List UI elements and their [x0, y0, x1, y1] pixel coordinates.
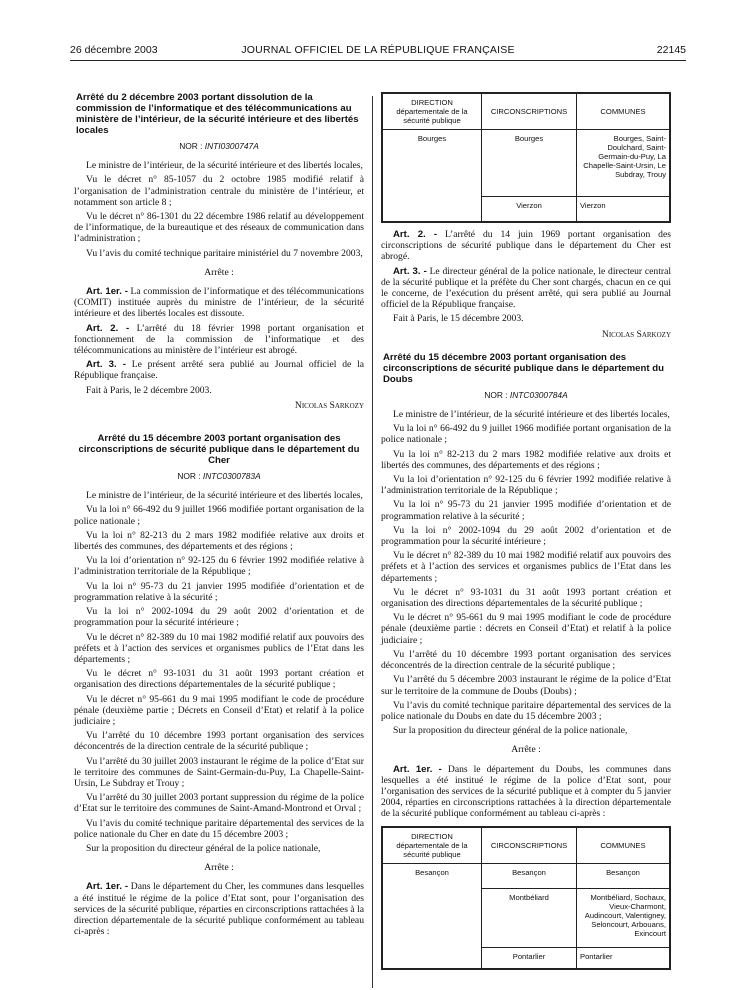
article — [74, 881, 364, 937]
arrete-label: Arrête : — [511, 744, 541, 756]
arrete-3-nor — [381, 390, 671, 401]
arrete-1-title: Arrêté du 2 décembre 2003 portant dissolution de la commission de l’informatique et des télécommunications au ministère de l’intérieur, de la sécurité intérieure et des libertés locales — [76, 92, 359, 136]
paragraph: Le ministre de l’intérieur, de la sécurité intérieure et des libertés locales, — [86, 490, 363, 502]
done-at: Fait à Paris, le 2 décembre 2003. — [86, 384, 212, 396]
arrete-label: Arrête : — [204, 266, 234, 278]
doubs-circonscriptions-table — [381, 826, 671, 970]
paragraph: Vu l’avis du comité technique paritaire ministériel du 7 novembre 2003, — [86, 247, 363, 259]
paragraph: Le ministre de l’intérieur, de la sécurité intérieure et des libertés locales, — [86, 160, 363, 172]
arrete-1-nor — [74, 141, 364, 152]
article-label: Art. 3. - — [393, 265, 427, 277]
paragraph: Vu l’arrêté du 30 juillet 2003 portant suppression du régime de la police d’Etat sur le territoire des communes de Saint-Amand-Montrond et Orval ; — [74, 792, 364, 815]
paragraph: Vu le décret n° 85-1057 du 2 octobre 1985 modifié relatif à l’organisation de l’administration centrale du ministère de l’intérieur, et notamment son article 8 ; — [74, 174, 364, 208]
paragraph: Vu la loi d’orientation n° 92-125 du 6 février 1992 modifiée relative à l’administration territoriale de la République ; — [381, 474, 671, 497]
signature: Nicolas Sarkozy — [601, 328, 671, 340]
article-text: Dans le département du Cher, les communes dans lesquelles a été institué le régime de la police d’Etat sont, pour l’organisation des services de la sécurité publique, réparties en circonscriptions rattachées à la direction départementale de la sécurité publique conformément au tableau ci-après : — [74, 881, 364, 938]
table-cell: Pontarlier — [577, 947, 671, 969]
article-label: Art. 1er. - — [86, 286, 128, 298]
table-header-cell: COMMUNES — [577, 827, 671, 864]
left-column — [74, 92, 364, 940]
paragraph: Vu la loi n° 2002-1094 du 29 août 2002 d’orientation et de programmation pour la sécurité intérieure ; — [74, 606, 364, 629]
article-text: L’arrêté du 14 juin 1969 portant organisation des circonscriptions de sécurité publique dans le département du Cher est abrogé. — [381, 229, 671, 263]
article-text: Dans le département du Doubs, les communes dans lesquelles a été institué le régime de la police d’Etat sont, pour l’organisation des services de la sécurité publique et à compter du 5 janvier 2004, réparties en circonscriptions rattachées à la direction départementale de la sécurité publique conformément au tableau ci-après : — [381, 763, 672, 820]
done-at: Fait à Paris, le 15 décembre 2003. — [393, 313, 524, 325]
paragraph: Vu l’arrêté du 10 décembre 1993 portant organisation des services déconcentrés de la direction centrale de la sécurité publique ; — [74, 730, 364, 753]
article-text: La commission de l’informatique et des télécommunications (COMIT) instituée auprès du ministre de l’intérieur, de la sécurité intérieure et des libertés locales est dissoute. — [74, 286, 364, 320]
nor-code: INTC0300784A — [509, 389, 568, 400]
table-cell: Pontarlier — [482, 947, 577, 969]
table-cell: Besançon — [482, 863, 577, 888]
table-cell — [382, 947, 482, 969]
nor-label: NOR : — [179, 141, 203, 151]
table-row — [382, 130, 670, 197]
paragraph: Vu le décret n° 86-1301 du 22 décembre 1986 relatif au développement de l’informatique, de la bureautique et des réseaux de communication dans l’administration ; — [74, 211, 364, 245]
table-header-cell: COMMUNES — [577, 93, 671, 130]
nor-code: INTI0300747A — [204, 141, 259, 151]
table-cell: Besançon — [382, 863, 482, 888]
article-text: L’arrêté du 18 février 1998 portant organisation et fonctionnement de la commission de l’informatique et des télécommunications au ministère de l’intérieur est abrogé. — [74, 322, 364, 357]
page-header — [70, 44, 686, 58]
paragraph: Vu la loi d’orientation n° 92-125 du 6 février 1992 modifiée relative à l’administration territoriale de la République ; — [74, 555, 364, 578]
paragraph: Vu l’arrêté du 5 décembre 2003 instaurant le régime de la police d’Etat sur le territoire de la commune de Doubs (Doubs) ; — [381, 674, 671, 697]
arrete-2-title: Arrêté du 15 décembre 2003 portant organisation des circonscriptions de sécurité publique dans le département du Cher — [78, 433, 360, 467]
arrete-label: Arrête : — [204, 862, 234, 874]
paragraph: Vu la loi n° 82-213 du 2 mars 1982 modifiée relative aux droits et libertés des communes, des départements et des régions ; — [74, 529, 364, 553]
paragraph: Sur la proposition du directeur général de la police nationale, — [393, 725, 628, 737]
header-rule — [70, 60, 686, 61]
paragraph: Vu la loi n° 66-492 du 9 juillet 1966 modifiée portant organisation de la police nationale ; — [74, 504, 364, 527]
table-row — [382, 888, 670, 947]
paragraph: Vu l’avis du comité technique paritaire départemental des services de la police nationale du Cher en date du 15 décembre 2003 ; — [74, 817, 364, 840]
nor-label: NOR : — [484, 389, 508, 400]
paragraph: Vu le décret n° 95-661 du 9 mai 1995 modifiant le code de procédure pénale (deuxième partie ; Décrets en Conseil d’Etat) et relatif à la police judiciaire ; — [74, 693, 364, 727]
column-divider — [372, 96, 373, 988]
table-cell: Besançon — [577, 863, 671, 888]
article — [381, 266, 671, 311]
cher-circonscriptions-table — [381, 92, 671, 223]
paragraph: Vu la loi n° 95-73 du 21 janvier 1995 modifiée d’orientation et de programmation relative à la sécurité ; — [74, 580, 364, 603]
article-text: Le présent arrêté sera publié au Journal officiel de la République française. — [74, 359, 364, 382]
table-cell — [382, 888, 482, 947]
table-header-cell: CIRCONSCRIPTIONS — [482, 827, 577, 864]
paragraph: Vu la loi n° 2002-1094 du 29 août 2002 d’orientation et de programmation pour la sécurité intérieure ; — [381, 524, 671, 548]
table-header-cell: DIRECTION départementale de la sécurité publique — [382, 93, 482, 130]
paragraph: Vu la loi n° 66-492 du 9 juillet 1966 modifiée portant organisation de la police nationale ; — [381, 423, 671, 446]
arrete-3-title: Arrêté du 15 décembre 2003 portant organisation des circonscriptions de sécurité publique dans le département du Doubs — [383, 351, 664, 385]
paragraph: Vu le décret n° 93-1031 du 31 août 1993 portant création et organisation des directions départementales de la sécurité publique ; — [74, 668, 364, 691]
paragraph: Vu le décret n° 95-661 du 9 mai 1995 modifiant le code de procédure pénale (deuxième partie : décrets en Conseil d’Etat) et relatif à la police judiciaire ; — [381, 612, 671, 646]
header-page-number: 22145 — [656, 44, 686, 56]
table-cell: Montbéliard, Sochaux, Vieux-Charmont, Audincourt, Valentigney, Seloncourt, Arbouans, Exincourt — [577, 888, 671, 947]
table-cell: Vierzon — [482, 197, 577, 223]
table-header-row — [382, 827, 670, 864]
right-column — [381, 92, 671, 976]
table-cell: Bourges, Saint-Doulchard, Saint-Germain-du-Puy, La Chapelle-Saint-Ursin, Le Subdray, Trouy — [577, 130, 671, 197]
nor-label: NOR : — [177, 471, 201, 482]
table-header-cell: DIRECTION départementale de la sécurité publique — [382, 827, 482, 864]
paragraph: Vu l’arrêté du 30 juillet 2003 instaurant le régime de la police d’Etat sur le territoire des communes de Saint-Germain-du-Puy, La Chapelle-Saint-Ursin, Le Subdray et Trouy ; — [74, 755, 364, 789]
table-cell — [382, 197, 482, 223]
article-label: Art. 1er. - — [86, 881, 129, 893]
article-label: Art. 2. - — [86, 322, 130, 334]
article-label: Art. 2. - — [393, 229, 438, 240]
table-header-cell: CIRCONSCRIPTIONS — [482, 93, 577, 130]
header-date: 26 décembre 2003 — [70, 44, 158, 56]
article-text: Le directeur général de la police nationale, le directeur central de la sécurité publique et la préfète du Cher sont chargés, chacun en ce qui le concerne, de l’exécution du présent arrêté, qui sera publié au Journal officiel de la République française. — [381, 265, 671, 311]
signature: Nicolas Sarkozy — [294, 399, 364, 411]
paragraph: Vu le décret n° 82-389 du 10 mai 1982 modifié relatif aux pouvoirs des préfets et à l’action des services et organismes publics de l’Etat dans les départements ; — [74, 631, 364, 665]
table-row — [382, 197, 670, 223]
table-cell: Vierzon — [577, 197, 671, 223]
header-journal-title: JOURNAL OFFICIEL DE LA RÉPUBLIQUE FRANÇAISE — [241, 44, 515, 56]
article-label: Art. 3. - — [86, 359, 126, 371]
paragraph: Vu le décret n° 82-389 du 10 mai 1982 modifié relatif aux pouvoirs des préfets et à l’action des services et organismes publics de l’Etat dans les départements ; — [381, 550, 671, 584]
paragraph: Vu la loi n° 82-213 du 2 mars 1982 modifiée relative aux droits et libertés des communes, des départements et des régions ; — [381, 448, 671, 471]
article — [74, 359, 364, 381]
article — [381, 229, 671, 263]
table-cell: Montbéliard — [482, 888, 577, 947]
paragraph: Vu la loi n° 95-73 du 21 janvier 1995 modifiée d’orientation et de programmation relative à la sécurité ; — [381, 499, 671, 522]
article — [74, 323, 364, 357]
table-cell: Bourges — [482, 130, 577, 197]
table-row — [382, 863, 670, 888]
nor-code: INTC0300783A — [202, 471, 261, 482]
article — [381, 764, 671, 820]
table-header-row — [382, 93, 670, 130]
article-label: Art. 1er. - — [393, 763, 442, 775]
article — [74, 286, 364, 320]
arrete-2-nor — [74, 471, 364, 482]
paragraph: Sur la proposition du directeur général de la police nationale, — [86, 842, 321, 854]
table-cell: Bourges — [382, 130, 482, 197]
paragraph: Vu l’avis du comité technique paritaire départemental des services de la police nationale du Doubs en date du 15 décembre 2003 ; — [381, 699, 671, 722]
table-row — [382, 947, 670, 969]
paragraph: Le ministre de l’intérieur, de la sécurité intérieure et des libertés locales, — [393, 409, 670, 421]
paragraph: Vu le décret n° 93-1031 du 31 août 1993 portant création et organisation des directions départementales de la sécurité publique ; — [381, 586, 671, 610]
paragraph: Vu l’arrêté du 10 décembre 1993 portant organisation des services déconcentrés de la direction centrale de la sécurité publique ; — [381, 648, 671, 672]
